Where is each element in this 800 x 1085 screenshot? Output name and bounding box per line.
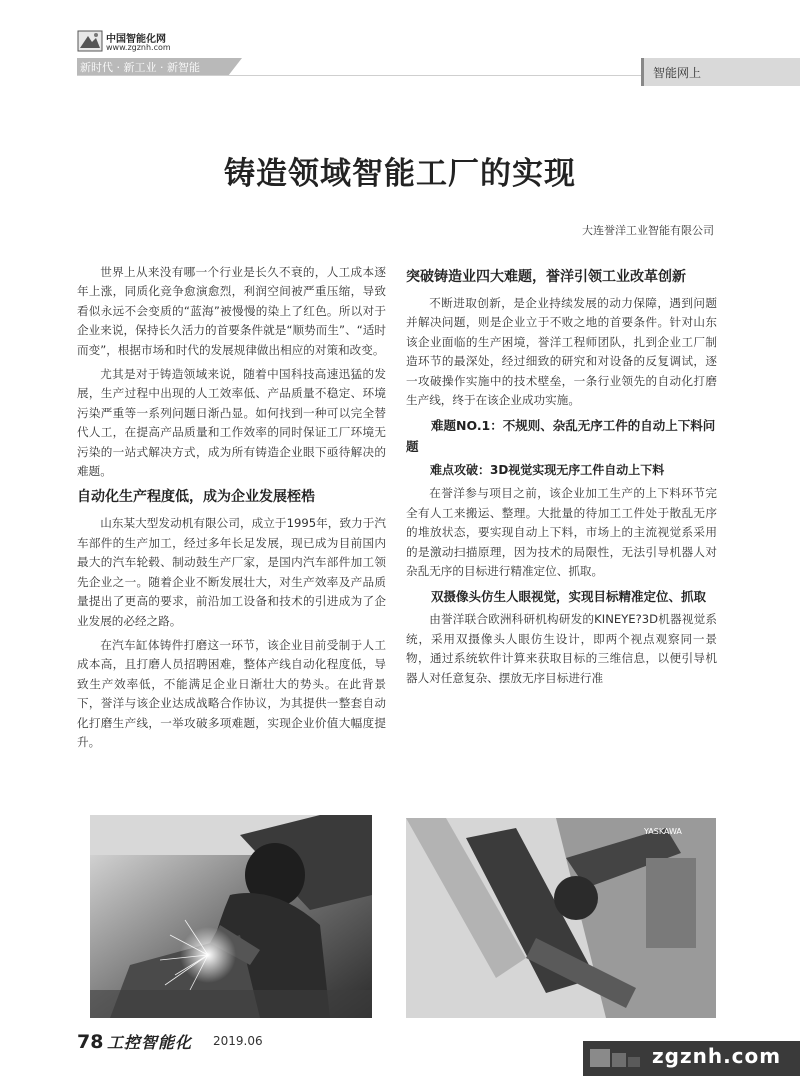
- watermark-logo-icon: [588, 1045, 644, 1071]
- section-label: 智能网上: [653, 66, 702, 80]
- article-title: 铸造领域智能工厂的实现: [224, 156, 576, 192]
- paragraph: 在誉洋参与项目之前，该企业加工生产的上下料环节完全有人工来搬运、整理。大批量的待加工工件处于散乱无序的堆放状态，要实现自动上下料，市场上的主流视觉系采用的是激动扫描原理，因为技术的局限性，无法引导机器人对杂乱无序的目标进行精准定位、抓取。: [406, 486, 717, 579]
- page-number: 78: [77, 1031, 104, 1053]
- paragraph: 世界上从来没有哪一个行业是长久不衰的，人工成本逐年上涨，同质化竞争愈演愈烈，利润空间被严重压缩，导致看似永远不会变质的“蓝海”被慢慢的染上了红色。所以对于企业来说，保持长久活力的首要条件就是“顺势而生”、“适时而变”，根据市场和时代的发展规律做出相应的对策和改变。: [77, 265, 386, 357]
- paragraph: 不断进取创新，是企业持续发展的动力保障，遇到问题并解决问题，则是企业立于不败之地的首要条件。针对山东该企业面临的生产困境，誉洋工程师团队，扎到企业工厂制造环节的最深处，经过细致的研究和对设备的反复调试，逐一攻破操作实施中的技术壁垒，一条行业领先的自动化打磨生产线，终于在该企业成功实施。: [406, 296, 717, 408]
- left-column: [77, 263, 386, 757]
- paragraph: 在汽车缸体铸件打磨这一环节，该企业目前受制于人工成本高，且打磨人员招聘困难，整体产线自动化程度低，导致生产效率低，不能满足企业日渐壮大的势头。在此背景下，誉洋与该企业达成战略合作协议，为其提供一整套自动化打磨生产线，一举攻破多项难题，实现企业价值大幅度提升。: [77, 637, 386, 749]
- robot-arm-photo: [406, 818, 716, 1018]
- article-author: 大连誉洋工业智能有限公司: [582, 224, 714, 237]
- robot-brand-label: YASKAWA: [644, 827, 682, 836]
- header-divider: [77, 75, 717, 76]
- subheading: 双摄像头仿生人眼视觉，实现目标精准定位、抓取: [431, 589, 707, 605]
- paragraph: 山东某大型发动机有限公司，成立于1995年，致力于汽车部件的生产加工，经过多年长足发展，现已成为目前国内最大的汽车轮毂、制动鼓生产厂家，是国内汽车部件加工领先企业之一。随着企业不断发展壮大，对生产效率及产品质量提出了更高的要求，前沿加工设备和技术的引进成为了企业发展的必经之路。: [77, 516, 386, 628]
- magazine-name: 工控智能化: [107, 1033, 193, 1052]
- paragraph: 由誉洋联合欧洲科研机构研发的KINEYE?3D机器视觉系统，采用双摄像头人眼仿生设计，即两个视点观察同一景物，通过系统软件计算来获取目标的三维信息，以便引导机器人对任意复杂、摆放无序目标进行准: [406, 612, 717, 685]
- slogan: 新时代 · 新工业 · 新智能: [80, 61, 200, 74]
- right-column: [406, 262, 717, 693]
- subheading: 难题NO.1：不规则、杂乱无序工件的自动上下料问题: [406, 418, 716, 455]
- issue-date: 2019.06: [213, 1034, 263, 1048]
- logo-url: www.zgznh.com: [106, 43, 171, 52]
- watermark-text: zgznh.com: [652, 1044, 782, 1068]
- section-heading: 突破铸造业四大难题，誉洋引领工业改革创新: [406, 269, 686, 285]
- paragraph: 尤其是对于铸造领域来说，随着中国科技高速迅猛的发展，生产过程中出现的人工效率低、产品质量不稳定、环境污染严重等一系列问题日渐凸显。如何找到一种可以完全替代人工，在提高产品质量和工作效率的同时保证工厂环境无污染的一站式解决方式，成为所有铸造企业眼下亟待解决的难题。: [77, 367, 386, 479]
- section-heading: 自动化生产程度低，成为企业发展桎梏: [77, 489, 315, 506]
- subheading: 难点攻破：3D视觉实现无序工件自动上下料: [430, 463, 665, 478]
- logo-name: 中国智能化网: [106, 34, 166, 45]
- welding-worker-photo: [90, 815, 372, 1018]
- logo-icon: [77, 30, 103, 52]
